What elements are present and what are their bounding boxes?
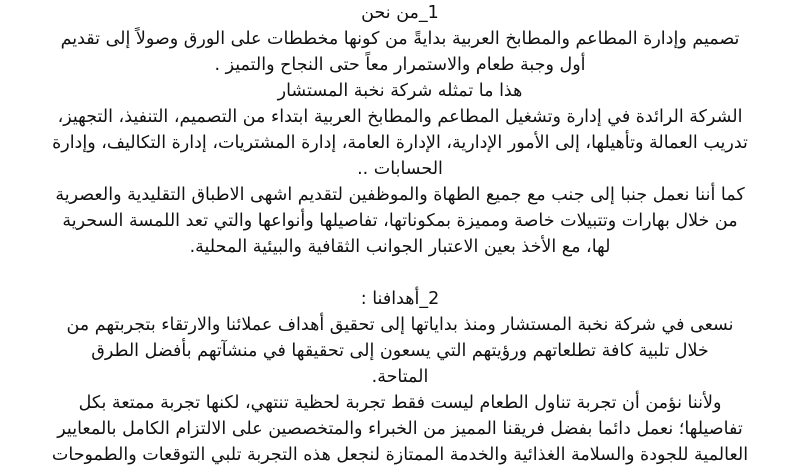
text-line: العالمية للجودة والسلامة الغذائية والخدمة الممتازة لنجعل هذه التجربة تلبي التوقعات والطموحات	[51, 445, 749, 465]
section-heading-goals: 2_أهدافنا :	[360, 289, 440, 309]
text-line: تصميم وإدارة المطاعم والمطابخ العربية بدايةً من كونها مخططات على الورق وصولاً إلى تقديم	[60, 29, 740, 49]
text-line: تدريب العمالة وتأهيلها، إلى الأمور الإدارية، الإدارة العامة، إدارة المشتريات، إدارة التكاليف، وإدارة	[52, 133, 748, 153]
text-line: الشركة الرائدة في إدارة وتشغيل المطاعم والمطابخ العربية ابتداء من التصميم، التنفيذ، التجهيز،	[57, 107, 743, 127]
text-line: أول وجبة طعام والاستمرار معاً حتى النجاح والتميز .	[214, 55, 586, 75]
section-heading-about: 1_من نحن	[361, 3, 439, 23]
text-line: الحسابات ..	[357, 159, 443, 179]
text-line: هذا ما تمثله شركة نخبة المستشار	[277, 81, 523, 101]
text-line: كما أننا نعمل جنبا إلى جنب مع جميع الطهاة والموظفين لتقديم اشهى الاطباق التقليدية والعصرية	[55, 185, 745, 205]
text-line: من خلال بهارات وتتبيلات خاصة ومميزة بمكوناتها، تفاصيلها وأنواعها والتي تعد اللمسة السحرية	[62, 211, 738, 231]
text-line: المتاحة.	[371, 367, 429, 387]
text-line: خلال تلبية كافة تطلعاتهم ورؤيتهم التي يسعون إلى تحقيقها في منشآتهم بأفضل الطرق	[91, 341, 709, 361]
text-line: ولأننا نؤمن أن تجربة تناول الطعام ليست فقط تجربة لحظية تنتهي، لكنها تجربة ممتعة بكل	[78, 393, 722, 413]
text-line: نسعى في شركة نخبة المستشار ومنذ بداياتها إلى تحقيق أهداف عملائنا والارتقاء بتجربتهم من	[66, 315, 734, 335]
text-line: تفاصيلها؛ نعمل دائما بفضل فريقنا المميز من الخبراء والمتخصصين على الالتزام الكامل بالمعايير	[57, 419, 743, 439]
text-line: لها، مع الأخذ بعين الاعتبار الجوانب الثقافية والبيئية المحلية.	[189, 237, 611, 257]
